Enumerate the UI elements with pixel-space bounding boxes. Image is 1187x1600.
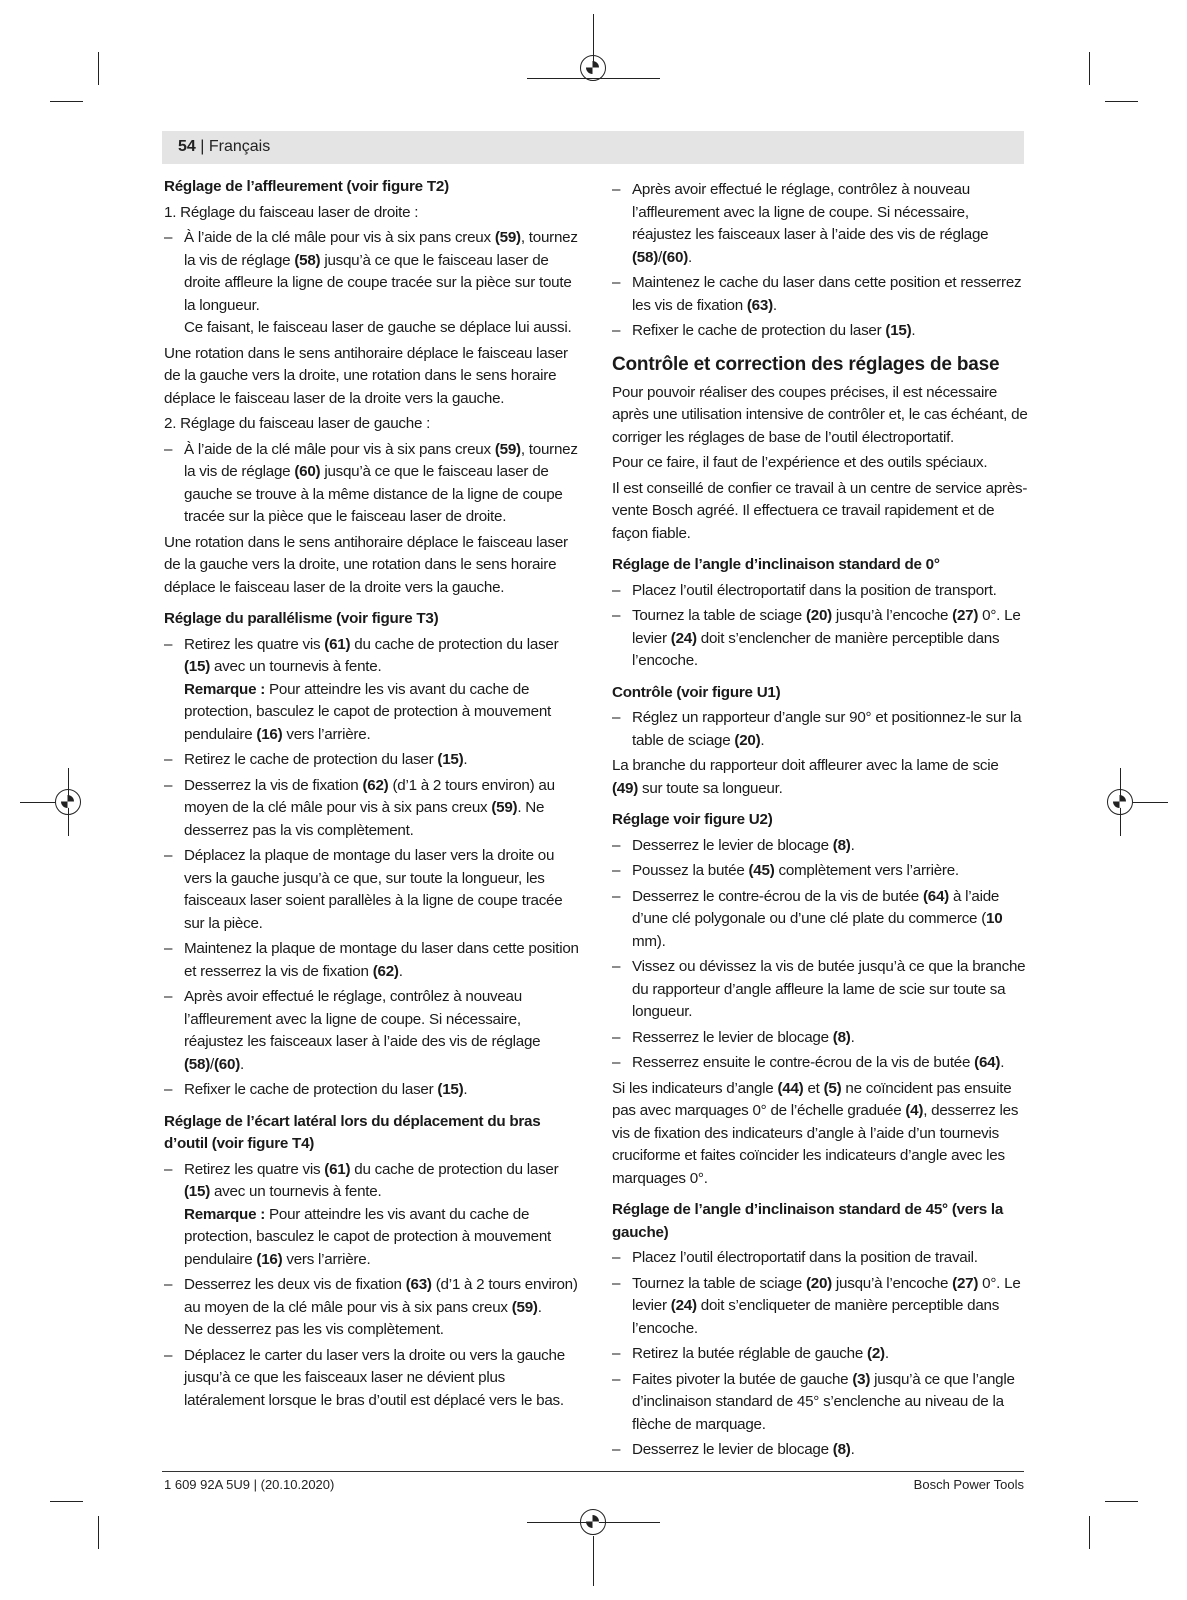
list-item: – Retirez les quatre vis (61) du cache de protection du laser (15) avec un tournevis à fente. (164, 1159, 580, 1204)
registration-line (1133, 802, 1168, 803)
list-item: – Refixer le cache de protection du laser (15). (612, 320, 1028, 343)
crop-mark (1089, 1516, 1090, 1549)
list-item: – Desserrez les deux vis de fixation (63) (d’1 à 2 tours environ) au moyen de la clé mâle pour vis à six pans creux (59). (164, 1274, 580, 1319)
registration-target-icon (580, 55, 606, 81)
paragraph: Pour pouvoir réaliser des coupes précises, il est nécessaire après une utilisation intensive de contrôler et, le cas échéant, de corriger les réglages de base de l’outil électroportatif. (612, 383, 1028, 446)
page-header (162, 131, 1024, 164)
crop-mark (1089, 52, 1090, 85)
list-item: – Desserrez le levier de blocage (8). (612, 1439, 1028, 1462)
list-item: – Retirez la butée réglable de gauche (2). (612, 1343, 1028, 1366)
list-item: – Placez l’outil électroportatif dans la position de transport. (612, 580, 1028, 603)
crop-mark (98, 52, 99, 85)
list-item: – Desserrez le levier de blocage (8). (612, 835, 1028, 858)
list-item-note: Ce faisant, le faisceau laser de gauche se déplace lui aussi. (184, 319, 572, 336)
crop-mark (50, 101, 83, 102)
list-item: – Maintenez le cache du laser dans cette position et resserrez les vis de fixation (63). (612, 272, 1028, 317)
list-item: – Vissez ou dévissez la vis de butée jusqu’à ce que la branche du rapporteur d’angle affleure la lame de scie sur toute sa longueur. (612, 956, 1028, 1024)
paragraph: La branche du rapporteur doit affleurer avec la lame de scie (49) sur toute sa longueur. (612, 757, 999, 797)
paragraph: Il est conseillé de confier ce travail à un centre de service après-vente Bosch agréé. Il effectuera ce travail rapidement et de façon fiable. (612, 479, 1028, 542)
footer-rule (162, 1471, 1024, 1472)
list-item: – Desserrez la vis de fixation (62) (d’1 à 2 tours environ) au moyen de la clé mâle pour vis à six pans creux (59). Ne desserrez pas la vis complètement. (164, 775, 580, 843)
list-item: – Déplacez le carter du laser vers la droite ou vers la gauche jusqu’à ce que les faisceaux laser ne dévient plus latéralement lorsque le bras d’outil est déplacé vers le bas. (164, 1345, 580, 1413)
list-item-note: Remarque : Pour atteindre les vis avant du cache de protection, basculez le capot de protection à mouvement pendulaire (16) vers l’arrière. (184, 680, 552, 743)
list-item: – Resserrez ensuite le contre-écrou de la vis de butée (64). (612, 1052, 1028, 1075)
footer-brand: Bosch Power Tools (913, 1477, 1024, 1492)
list-item: – Réglez un rapporteur d’angle sur 90° et positionnez-le sur la table de sciage (20). (612, 707, 1028, 752)
list-item: – À l’aide de la clé mâle pour vis à six pans creux (59), tournez la vis de réglage (58) jusqu’à ce que le faisceau laser de droite affleure la ligne de coupe tracée sur la pièce sur toute la longueur. (164, 227, 580, 317)
list-item: – Retirez le cache de protection du laser (15). (164, 749, 580, 772)
list-item: – Retirez les quatre vis (61) du cache de protection du laser (15) avec un tournevis à fente. (164, 634, 580, 679)
list-item: – Placez l’outil électroportatif dans la position de travail. (612, 1247, 1028, 1270)
section-heading: Réglage du parallélisme (voir figure T3) (164, 610, 439, 627)
paragraph: Une rotation dans le sens antihoraire déplace le faisceau laser de la gauche vers la droite, une rotation dans le sens horaire déplace le faisceau laser de la droite vers la gauche. (164, 344, 568, 407)
paragraph: Pour ce faire, il faut de l’expérience et des outils spéciaux. (612, 454, 988, 471)
paragraph: Si les indicateurs d’angle (44) et (5) ne coïncident pas ensuite pas avec marquages 0° de l’échelle graduée (4), desserrez les vis de fixation des indicateurs d’angle à l’aide d’un tournevis cruciforme et faites coïncider les indicateurs d’angle avec les marquages 0°. (612, 1079, 1019, 1187)
section-heading: Réglage de l’écart latéral lors du déplacement du bras d’outil (voir figure T4) (164, 1112, 541, 1152)
paragraph: Une rotation dans le sens antihoraire déplace le faisceau laser de la gauche vers la droite, une rotation dans le sens horaire déplace le faisceau laser de la droite vers la gauche. (164, 533, 568, 596)
crop-mark (50, 1501, 83, 1502)
section-heading: Réglage voir figure U2) (612, 811, 773, 828)
list-item: – Desserrez le contre-écrou de la vis de butée (64) à l’aide d’une clé polygonale ou d’une clé plate du commerce (10 mm). (612, 886, 1028, 954)
list-item-note: Ne desserrez pas les vis complètement. (184, 1321, 444, 1338)
section-heading: Contrôle (voir figure U1) (612, 683, 781, 701)
footer-doc-id: 1 609 92A 5U9 | (20.10.2020) (164, 1477, 335, 1492)
numbered-step: 1. Réglage du faisceau laser de droite : (164, 203, 419, 221)
list-item: – Faites pivoter la butée de gauche (3) jusqu’à ce que l’angle d’inclinaison standard de 45° s’enclenche au niveau de la flèche de marquage. (612, 1369, 1028, 1437)
list-item: – Déplacez la plaque de montage du laser vers la droite ou vers la gauche jusqu’à ce que, sur toute la longueur, les faisceaux laser soient parallèles à la ligne de coupe tracée sur la pièce. (164, 845, 580, 935)
registration-target-icon (1107, 789, 1133, 815)
header-text: 54 | Français (178, 138, 271, 155)
list-item: – Resserrez le levier de blocage (8). (612, 1027, 1028, 1050)
list-item: – Après avoir effectué le réglage, contrôlez à nouveau l’affleurement avec la ligne de coupe. Si nécessaire, réajustez les faisceaux laser à l’aide des vis de réglage (58)/(60). (612, 179, 1028, 269)
chapter-heading: Contrôle et correction des réglages de base (612, 353, 1000, 375)
section-heading: Réglage de l’affleurement (voir figure T2) (164, 178, 449, 195)
crop-mark (1105, 101, 1138, 102)
numbered-step: 2. Réglage du faisceau laser de gauche : (164, 415, 431, 432)
registration-line (593, 1536, 594, 1586)
page-number: 54 (178, 138, 196, 155)
list-item: – Maintenez la plaque de montage du laser dans cette position et resserrez la vis de fixation (62). (164, 938, 580, 983)
left-column (164, 176, 580, 1412)
header-language: Français (208, 138, 271, 155)
crop-mark (1105, 1501, 1138, 1502)
list-item-note: Remarque : Pour atteindre les vis avant du cache de protection, basculez le capot de protection à mouvement pendulaire (16) vers l’arrière. (184, 1205, 552, 1268)
right-column (612, 176, 1028, 1462)
section-heading: Réglage de l’angle d’inclinaison standard de 45° (vers la gauche) (612, 1201, 1004, 1241)
list-item: – Tournez la table de sciage (20) jusqu’à l’encoche (27) 0°. Le levier (24) doit s’encliqueter de manière perceptible dans l’encoche. (612, 1273, 1028, 1341)
list-item: – À l’aide de la clé mâle pour vis à six pans creux (59), tournez la vis de réglage (60) jusqu’à ce que le faisceau laser de gauche se trouve à la même distance de la ligne de coupe tracée sur la pièce que le faisceau laser de droite. (164, 439, 580, 529)
list-item: – Après avoir effectué le réglage, contrôlez à nouveau l’affleurement avec la ligne de coupe. Si nécessaire, réajustez les faisceaux laser à l’aide des vis de réglage (58)/(60). (164, 986, 580, 1076)
section-heading: Réglage de l’angle d’inclinaison standard de 0° (612, 556, 940, 573)
list-item: – Refixer le cache de protection du laser (15). (164, 1079, 580, 1102)
list-item: – Poussez la butée (45) complètement vers l’arrière. (612, 860, 1028, 883)
crop-mark (98, 1516, 99, 1549)
registration-target-icon (580, 1509, 606, 1535)
registration-line (20, 802, 55, 803)
registration-target-icon (55, 789, 81, 815)
list-item: – Tournez la table de sciage (20) jusqu’à l’encoche (27) 0°. Le levier (24) doit s’enclencher de manière perceptible dans l’encoche. (612, 605, 1028, 673)
